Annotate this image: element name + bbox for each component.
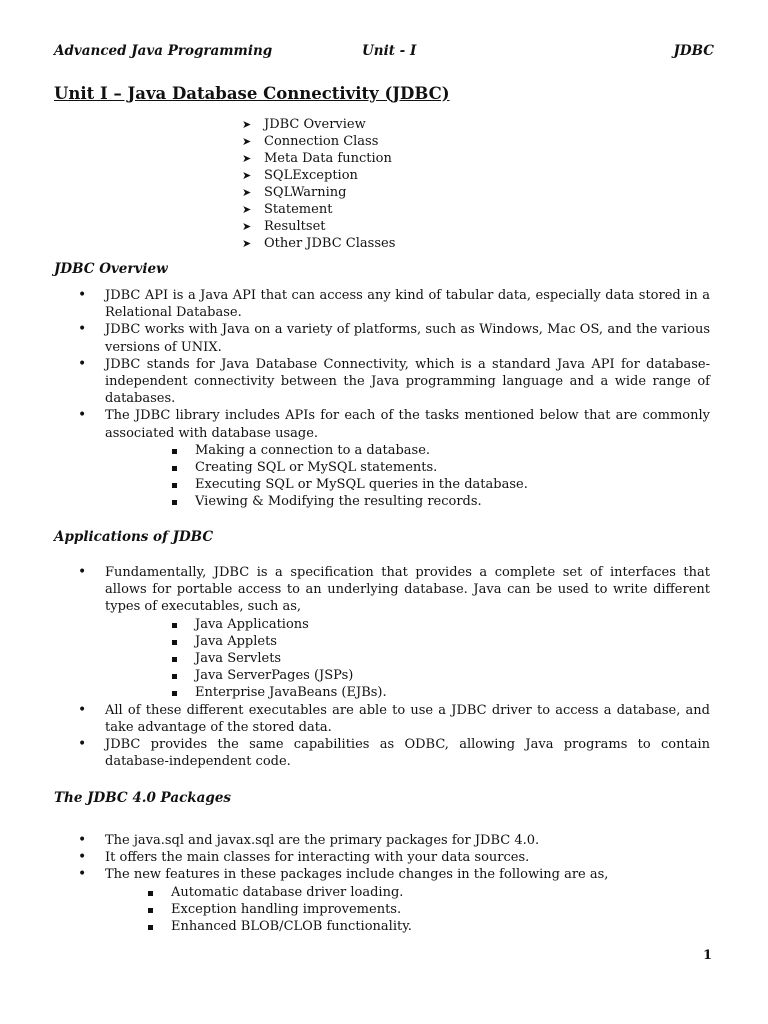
topic-item: ➤ Meta Data function bbox=[242, 151, 392, 166]
topic-item: ➤ SQLWarning bbox=[242, 185, 347, 200]
arrow-bullet-icon: ➤ bbox=[242, 152, 252, 165]
arrow-bullet-icon: ➤ bbox=[242, 237, 252, 250]
sublist-item: Creating SQL or MySQL statements. bbox=[169, 459, 710, 476]
list-item: • JDBC API is a Java API that can access any kind of tabular data, especially data stored in a Relational Database. bbox=[76, 287, 710, 321]
header-topic: JDBC bbox=[673, 43, 714, 59]
topic-list bbox=[242, 116, 395, 252]
header-course-title: Advanced Java Programming bbox=[54, 43, 273, 59]
sublist-item: Exception handling improvements. bbox=[145, 901, 710, 918]
page-number: 1 bbox=[702, 948, 712, 963]
task-sublist bbox=[169, 442, 710, 511]
page-title: Unit I – Java Database Connectivity (JDBC) bbox=[54, 84, 450, 103]
section-heading-applications: Applications of JDBC bbox=[54, 529, 214, 545]
packages-bullet-list bbox=[76, 832, 710, 935]
sublist-item: Enhanced BLOB/CLOB functionality. bbox=[145, 918, 710, 935]
arrow-bullet-icon: ➤ bbox=[242, 203, 252, 216]
list-item: • JDBC provides the same capabilities as ODBC, allowing Java programs to contain database-independent code. bbox=[76, 736, 710, 770]
sublist-item: Enterprise JavaBeans (EJBs). bbox=[169, 684, 710, 701]
list-item: • The java.sql and javax.sql are the primary packages for JDBC 4.0. bbox=[76, 832, 710, 849]
topic-item: ➤ Other JDBC Classes bbox=[242, 236, 396, 251]
sublist-item: Making a connection to a database. bbox=[169, 442, 710, 459]
arrow-bullet-icon: ➤ bbox=[242, 118, 252, 131]
sublist-item: Java ServerPages (JSPs) bbox=[169, 667, 710, 684]
arrow-bullet-icon: ➤ bbox=[242, 186, 252, 199]
topic-item: ➤ Statement bbox=[242, 202, 333, 217]
list-item: • JDBC works with Java on a variety of platforms, such as Windows, Mac OS, and the various versions of UNIX. bbox=[76, 321, 710, 355]
topic-item: ➤ JDBC Overview bbox=[242, 117, 366, 132]
list-item: • JDBC stands for Java Database Connectivity, which is a standard Java API for database-independent connectivity between the Java programming language and a wide range of databases. bbox=[76, 356, 710, 408]
sublist-item: Automatic database driver loading. bbox=[145, 884, 710, 901]
sublist-item: Java Applets bbox=[169, 633, 710, 650]
list-item: • It offers the main classes for interacting with your data sources. bbox=[76, 849, 710, 866]
topic-item: ➤ Resultset bbox=[242, 219, 326, 234]
list-item: • The JDBC library includes APIs for each of the tasks mentioned below that are commonly associated with database usage. Making a connection to a database. Creating SQL or MySQL statements. Executing SQL or MySQL queries in the database. Viewing & Modifying the resulting records. bbox=[76, 407, 710, 510]
overview-bullet-list bbox=[76, 287, 710, 511]
arrow-bullet-icon: ➤ bbox=[242, 220, 252, 233]
section-heading-overview: JDBC Overview bbox=[54, 261, 168, 277]
sublist-item: Viewing & Modifying the resulting records. bbox=[169, 493, 710, 510]
sublist-item: Java Applications bbox=[169, 616, 710, 633]
topic-item: ➤ SQLException bbox=[242, 168, 358, 183]
header-unit: Unit - I bbox=[362, 43, 417, 59]
section-heading-packages: The JDBC 4.0 Packages bbox=[54, 790, 232, 806]
applications-bullet-list bbox=[76, 564, 710, 770]
sublist-item: Executing SQL or MySQL queries in the database. bbox=[169, 476, 710, 493]
executables-sublist bbox=[169, 616, 710, 702]
arrow-bullet-icon: ➤ bbox=[242, 135, 252, 148]
arrow-bullet-icon: ➤ bbox=[242, 169, 252, 182]
list-item: • Fundamentally, JDBC is a specification that provides a complete set of interfaces that allows for portable access to an underlying database. Java can be used to write different types of executables, such as, Java Applications Java Applets Java Servlets Java ServerPages (JSPs) Enterprise JavaBeans (EJBs). bbox=[76, 564, 710, 702]
features-sublist bbox=[145, 884, 710, 936]
list-item: • The new features in these packages include changes in the following are as, Automatic database driver loading. Exception handling improvements. Enhanced BLOB/CLOB functionality. bbox=[76, 866, 710, 935]
topic-item: ➤ Connection Class bbox=[242, 134, 379, 149]
sublist-item: Java Servlets bbox=[169, 650, 710, 667]
list-item: • All of these different executables are able to use a JDBC driver to access a database, and take advantage of the stored data. bbox=[76, 702, 710, 736]
